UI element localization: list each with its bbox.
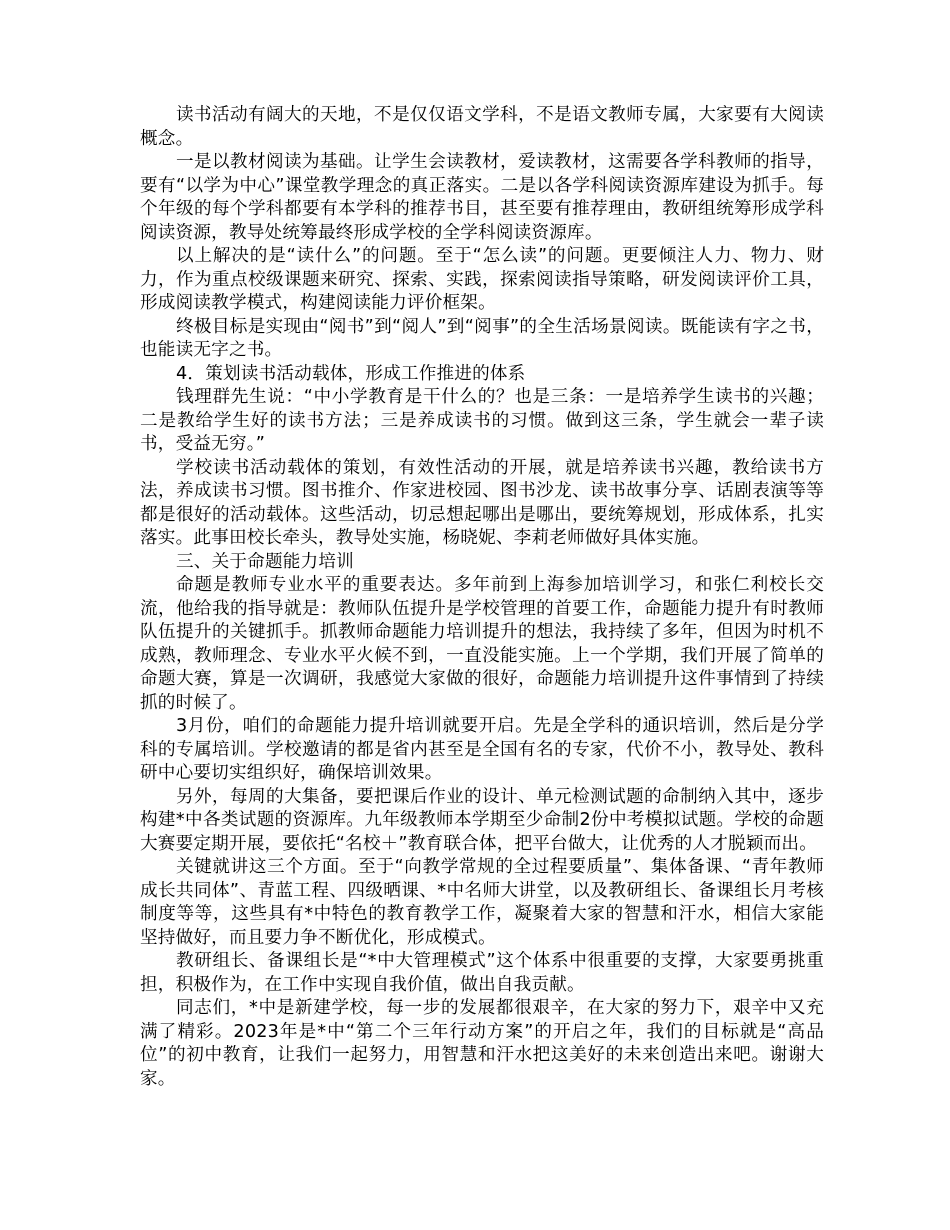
paragraph-activity-planning: 学校读书活动载体的策划，有效性活动的开展，就是培养读书兴趣，教给读书方法，养成读书习惯。图书推介、作家进校园、图书沙龙、读书故事分享、话剧表演等等都是很好的活动载体。这些活动，切忌想起哪出是哪出，要统筹规划，形成体系，扎实落实。此事田校长牵头，教导处实施，杨晓妮、李莉老师做好具体实施。 (140, 457, 824, 548)
paragraph-how-to-read: 以上解决的是“读什么”的问题。至于“怎么读”的问题。更要倾注人力、物力、财力，作为重点校级课题来研究、探索、实践，探索阅读指导策略，研发阅读评价工具，形成阅读教学模式，构建阅读能力评价框架。 (140, 246, 824, 313)
paragraph-three-aspects: 关键就讲这三个方面。至于“向教学常规的全过程要质量”、集体备课、“青年教师成长共同体”、青蓝工程、四级晒课、*中名师大讲堂，以及教研组长、备课组长月考核制度等等，这些具有*中特色的教育教学工作，凝聚着大家的智慧和汗水，相信大家能坚持做好，而且要力争不断优化，形成模式。 (140, 857, 824, 948)
paragraph-question-design-importance: 命题是教师专业水平的重要表达。多年前到上海参加培训学习，和张仁利校长交流，他给我的指导就是：教师队伍提升是学校管理的首要工作，命题能力提升有时教师队伍提升的关键抓手。抓教师命题能力培训提升的想法，我持续了多年，但因为时机不成熟，教师理念、专业水平火候不到，一直没能实施。上一个学期，我们开展了简单的命题大赛，算是一次调研，我感觉大家做的很好，命题能力培训提升这件事情到了持续抓的时候了。 (140, 575, 824, 713)
section-heading-question-design-training: 三、关于命题能力培训 (176, 551, 354, 572)
paragraph-quote-qian-liqun: 钱理群先生说：“中小学教育是干什么的？也是三条：一是培养学生读书的兴趣；二是教给学生好的读书方法；三是养成读书的习惯。做到这三条，学生就会一辈子读书，受益无穷。” (140, 387, 824, 454)
paragraph-ultimate-goal: 终极目标是实现由“阅书”到“阅人”到“阅事”的全生活场景阅读。既能读有字之书，也能读无字之书。 (140, 316, 824, 360)
section-heading-reading-activities: 4．策划读书活动载体，形成工作推进的体系 (176, 363, 526, 384)
document-body (140, 104, 824, 1091)
paragraph-march-training: 3月份，咱们的命题能力提升培训就要开启。先是全学科的通识培训，然后是分学科的专属培训。学校邀请的都是省内甚至是全国有名的专家，代价不小，教导处、教科研中心要切实组织好，确保培训效果。 (140, 716, 824, 783)
paragraph-group-leaders: 教研组长、备课组长是“*中大管理模式”这个体系中很重要的支撑，大家要勇挑重担，积极作为，在工作中实现自我价值，做出自我贡献。 (140, 951, 824, 995)
paragraph-closing: 同志们，*中是新建学校，每一步的发展都很艰辛，在大家的努力下，艰辛中又充满了精彩。2023年是*中“第二个三年行动方案”的开启之年，我们的目标就是“高品位”的初中教育，让我们一起努力，用智慧和汗水把这美好的未来创造出来吧。谢谢大家。 (140, 998, 824, 1089)
paragraph-textbook-reading: 一是以教材阅读为基础。让学生会读教材，爱读教材，这需要各学科教师的指导，要有“以学为中心”课堂教学理念的真正落实。二是以各学科阅读资源库建设为抓手。每个年级的每个学科都要有本学科的推荐书目，甚至要有推荐理由，教研组统筹形成学科阅读资源，教导处统筹最终形成学校的全学科阅读资源库。 (140, 152, 824, 243)
paragraph-reading-scope: 读书活动有阔大的天地，不是仅仅语文学科，不是语文教师专属，大家要有大阅读概念。 (140, 105, 824, 149)
paragraph-weekly-preparation: 另外，每周的大集备，要把课后作业的设计、单元检测试题的命制纳入其中，逐步构建*中各类试题的资源库。九年级教师本学期至少命制2份中考模拟试题。学校的命题大赛要定期开展，要依托“名校＋”教育联合体，把平台做大，让优秀的人才脱颖而出。 (140, 786, 824, 854)
